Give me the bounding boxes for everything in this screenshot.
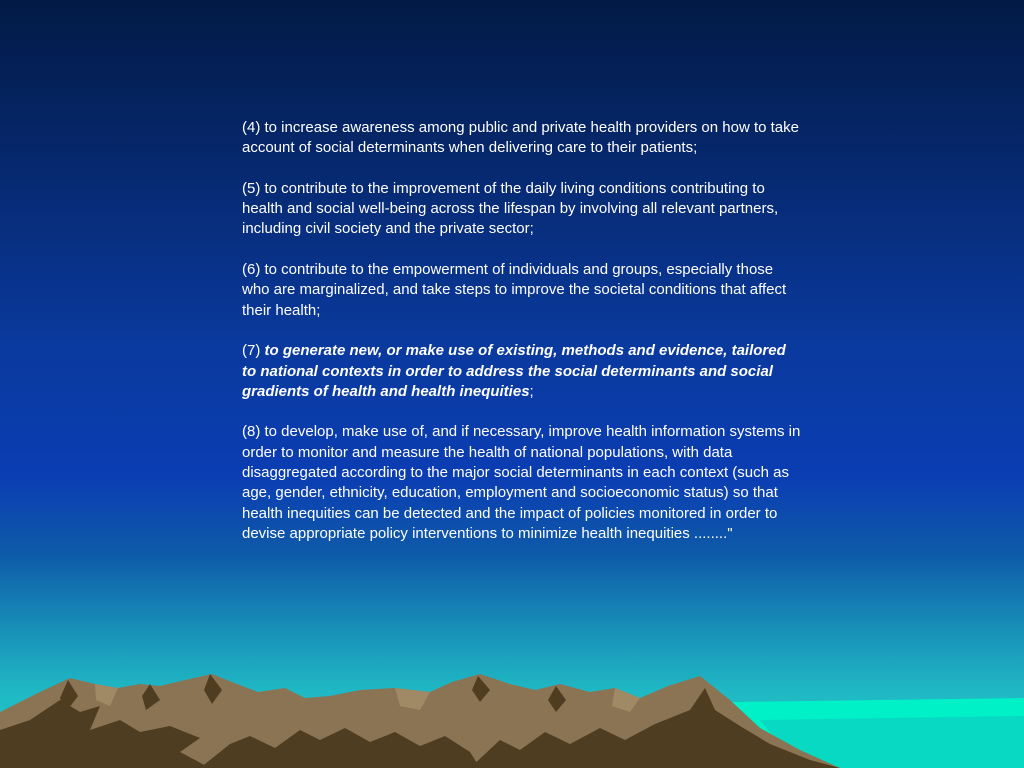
paragraph-7-emphasis: to generate new, or make use of existing, methods and evidence, tailored to national contexts in order to address the social determinants and social gradients of health and health inequities — [242, 342, 786, 400]
paragraph-8: (8) to develop, make use of, and if necessary, improve health information systems in order to monitor and measure the health of national populations, with data disaggregated according to the major social determinants in each context (such as age, gender, ethnicity, education, employment and socioeconomic status) so that health inequities can be detected and the impact of policies monitored in order to devise appropriate policy interventions to minimize health inequities ........" — [242, 423, 801, 542]
paragraph-7 — [242, 341, 802, 402]
paragraph-7-suffix: ; — [529, 382, 534, 400]
paragraph-7-number: (7) — [242, 342, 265, 360]
paragraph-6: (6) to contribute to the empowerment of individuals and groups, especially those who are marginalized, and take steps to improve the societal conditions that affect their health; — [242, 261, 787, 319]
mountain-landscape — [0, 640, 1024, 768]
paragraph-5: (5) to contribute to the improvement of the daily living conditions contributing to health and social well-being across the lifespan by involving all relevant partners, including civil society and the private sector; — [242, 179, 779, 238]
slide-body — [242, 118, 802, 544]
paragraph-4: (4) to increase awareness among public and private health providers on how to take account of social determinants when delivering care to their patients; — [242, 119, 799, 157]
